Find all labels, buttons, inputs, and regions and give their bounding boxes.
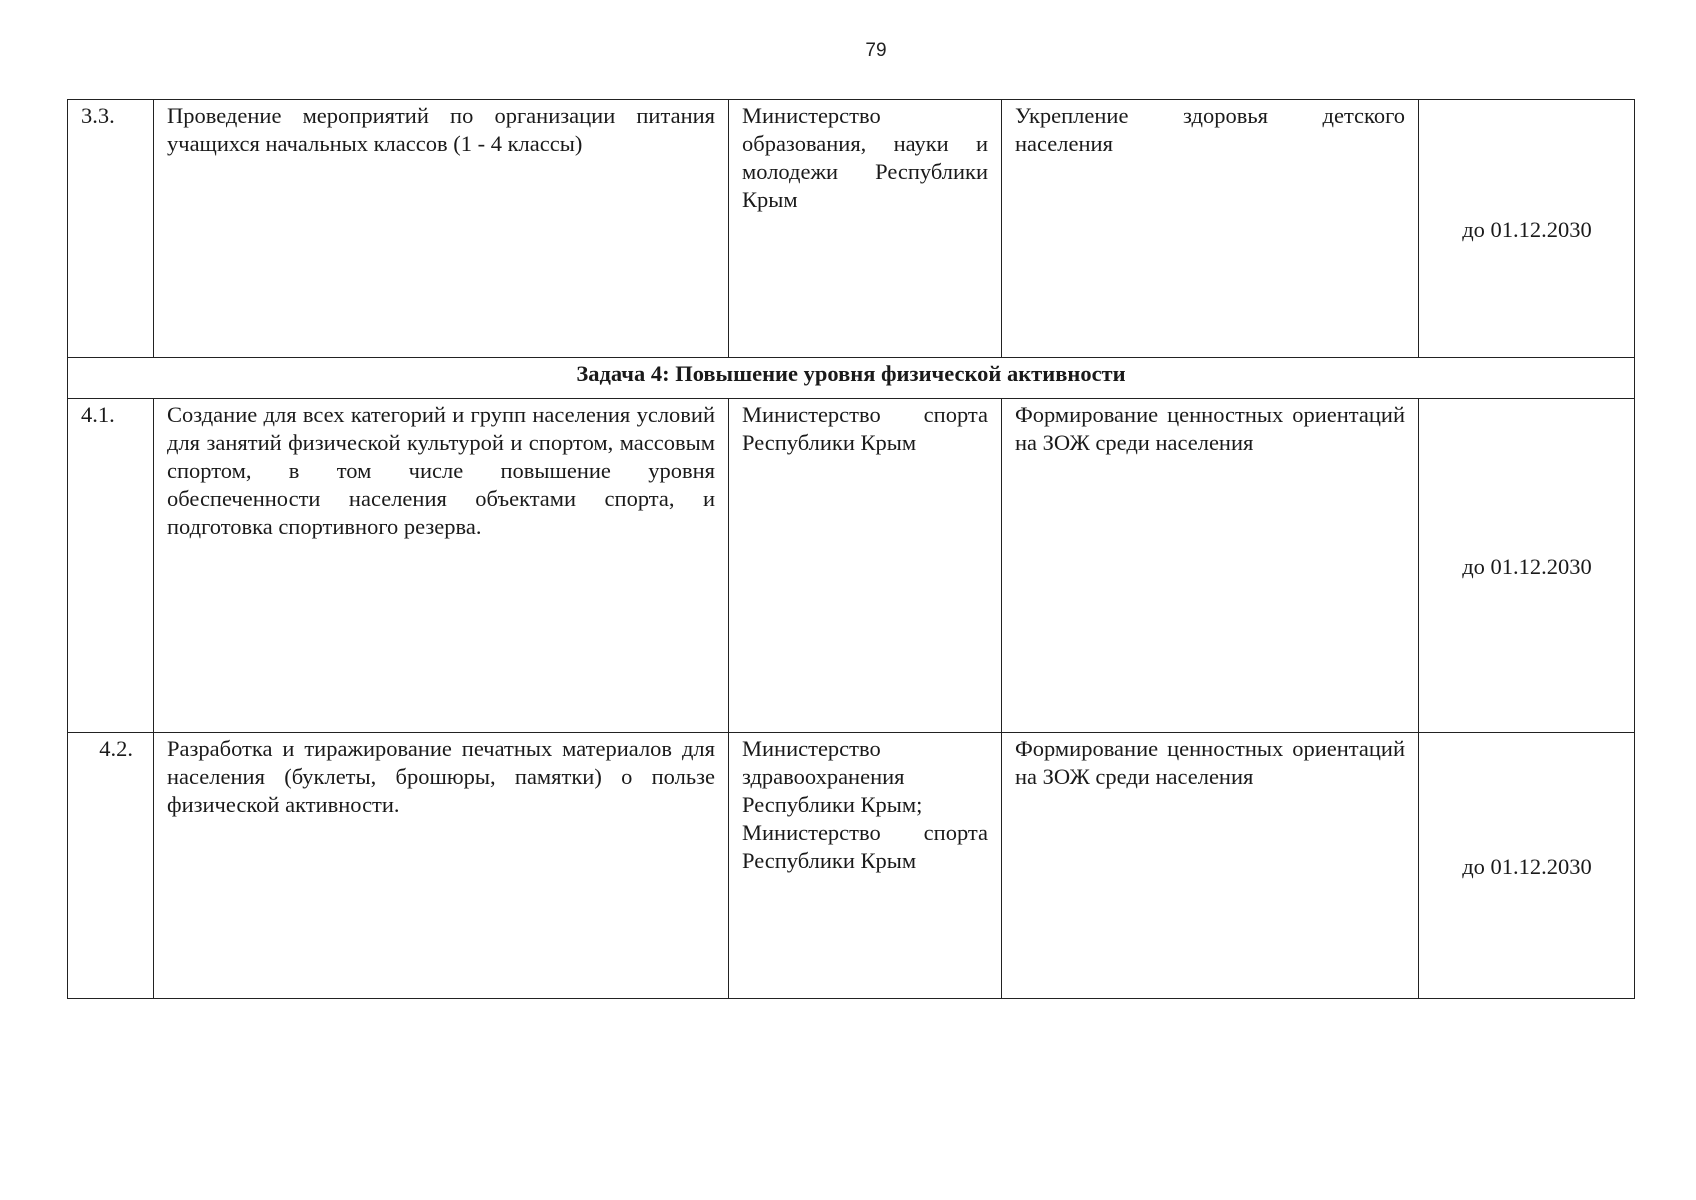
executor-line: Министерство спорта Республики Крым: [742, 820, 988, 873]
table-row: [68, 399, 1635, 733]
task-header-row: [68, 358, 1635, 399]
term-cell: до 01.12.2030: [1419, 399, 1635, 733]
activity-cell: Создание для всех категорий и групп населения условий для занятий физической культурой и спортом, массовым спортом, в том числе повышение уровня обеспеченности населения объектами спорта, и подготовка спортивного резерва.: [154, 399, 729, 733]
item-number-cell: 4.2.: [68, 733, 154, 999]
term-cell: до 01.12.2030: [1419, 733, 1635, 999]
executor-cell: Министерство спорта Республики Крым: [729, 399, 1002, 733]
table-row: [68, 733, 1635, 999]
term-cell: до 01.12.2030: [1419, 100, 1635, 358]
table-row: [68, 100, 1635, 358]
executor-cell: [729, 733, 1002, 999]
page-number: 79: [865, 40, 887, 61]
activity-cell: Разработка и тиражирование печатных материалов для населения (буклеты, брошюры, памятки) о пользе физической активности.: [154, 733, 729, 999]
result-cell: Формирование ценностных ориентаций на ЗОЖ среди населения: [1002, 399, 1419, 733]
item-number-cell: 4.1.: [68, 399, 154, 733]
item-number-cell: 3.3.: [68, 100, 154, 358]
result-cell: Укрепление здоровья детского населения: [1002, 100, 1419, 358]
executor-line: Министерство здравоохранения Республики Крым;: [742, 736, 923, 817]
action-plan-table: [67, 99, 1635, 999]
executor-cell: Министерство образования, науки и молодежи Республики Крым: [729, 100, 1002, 358]
result-cell: Формирование ценностных ориентаций на ЗОЖ среди населения: [1002, 733, 1419, 999]
task-title: Задача 4: Повышение уровня физической активности: [68, 358, 1635, 399]
activity-cell: Проведение мероприятий по организации питания учащихся начальных классов (1 - 4 классы): [154, 100, 729, 358]
